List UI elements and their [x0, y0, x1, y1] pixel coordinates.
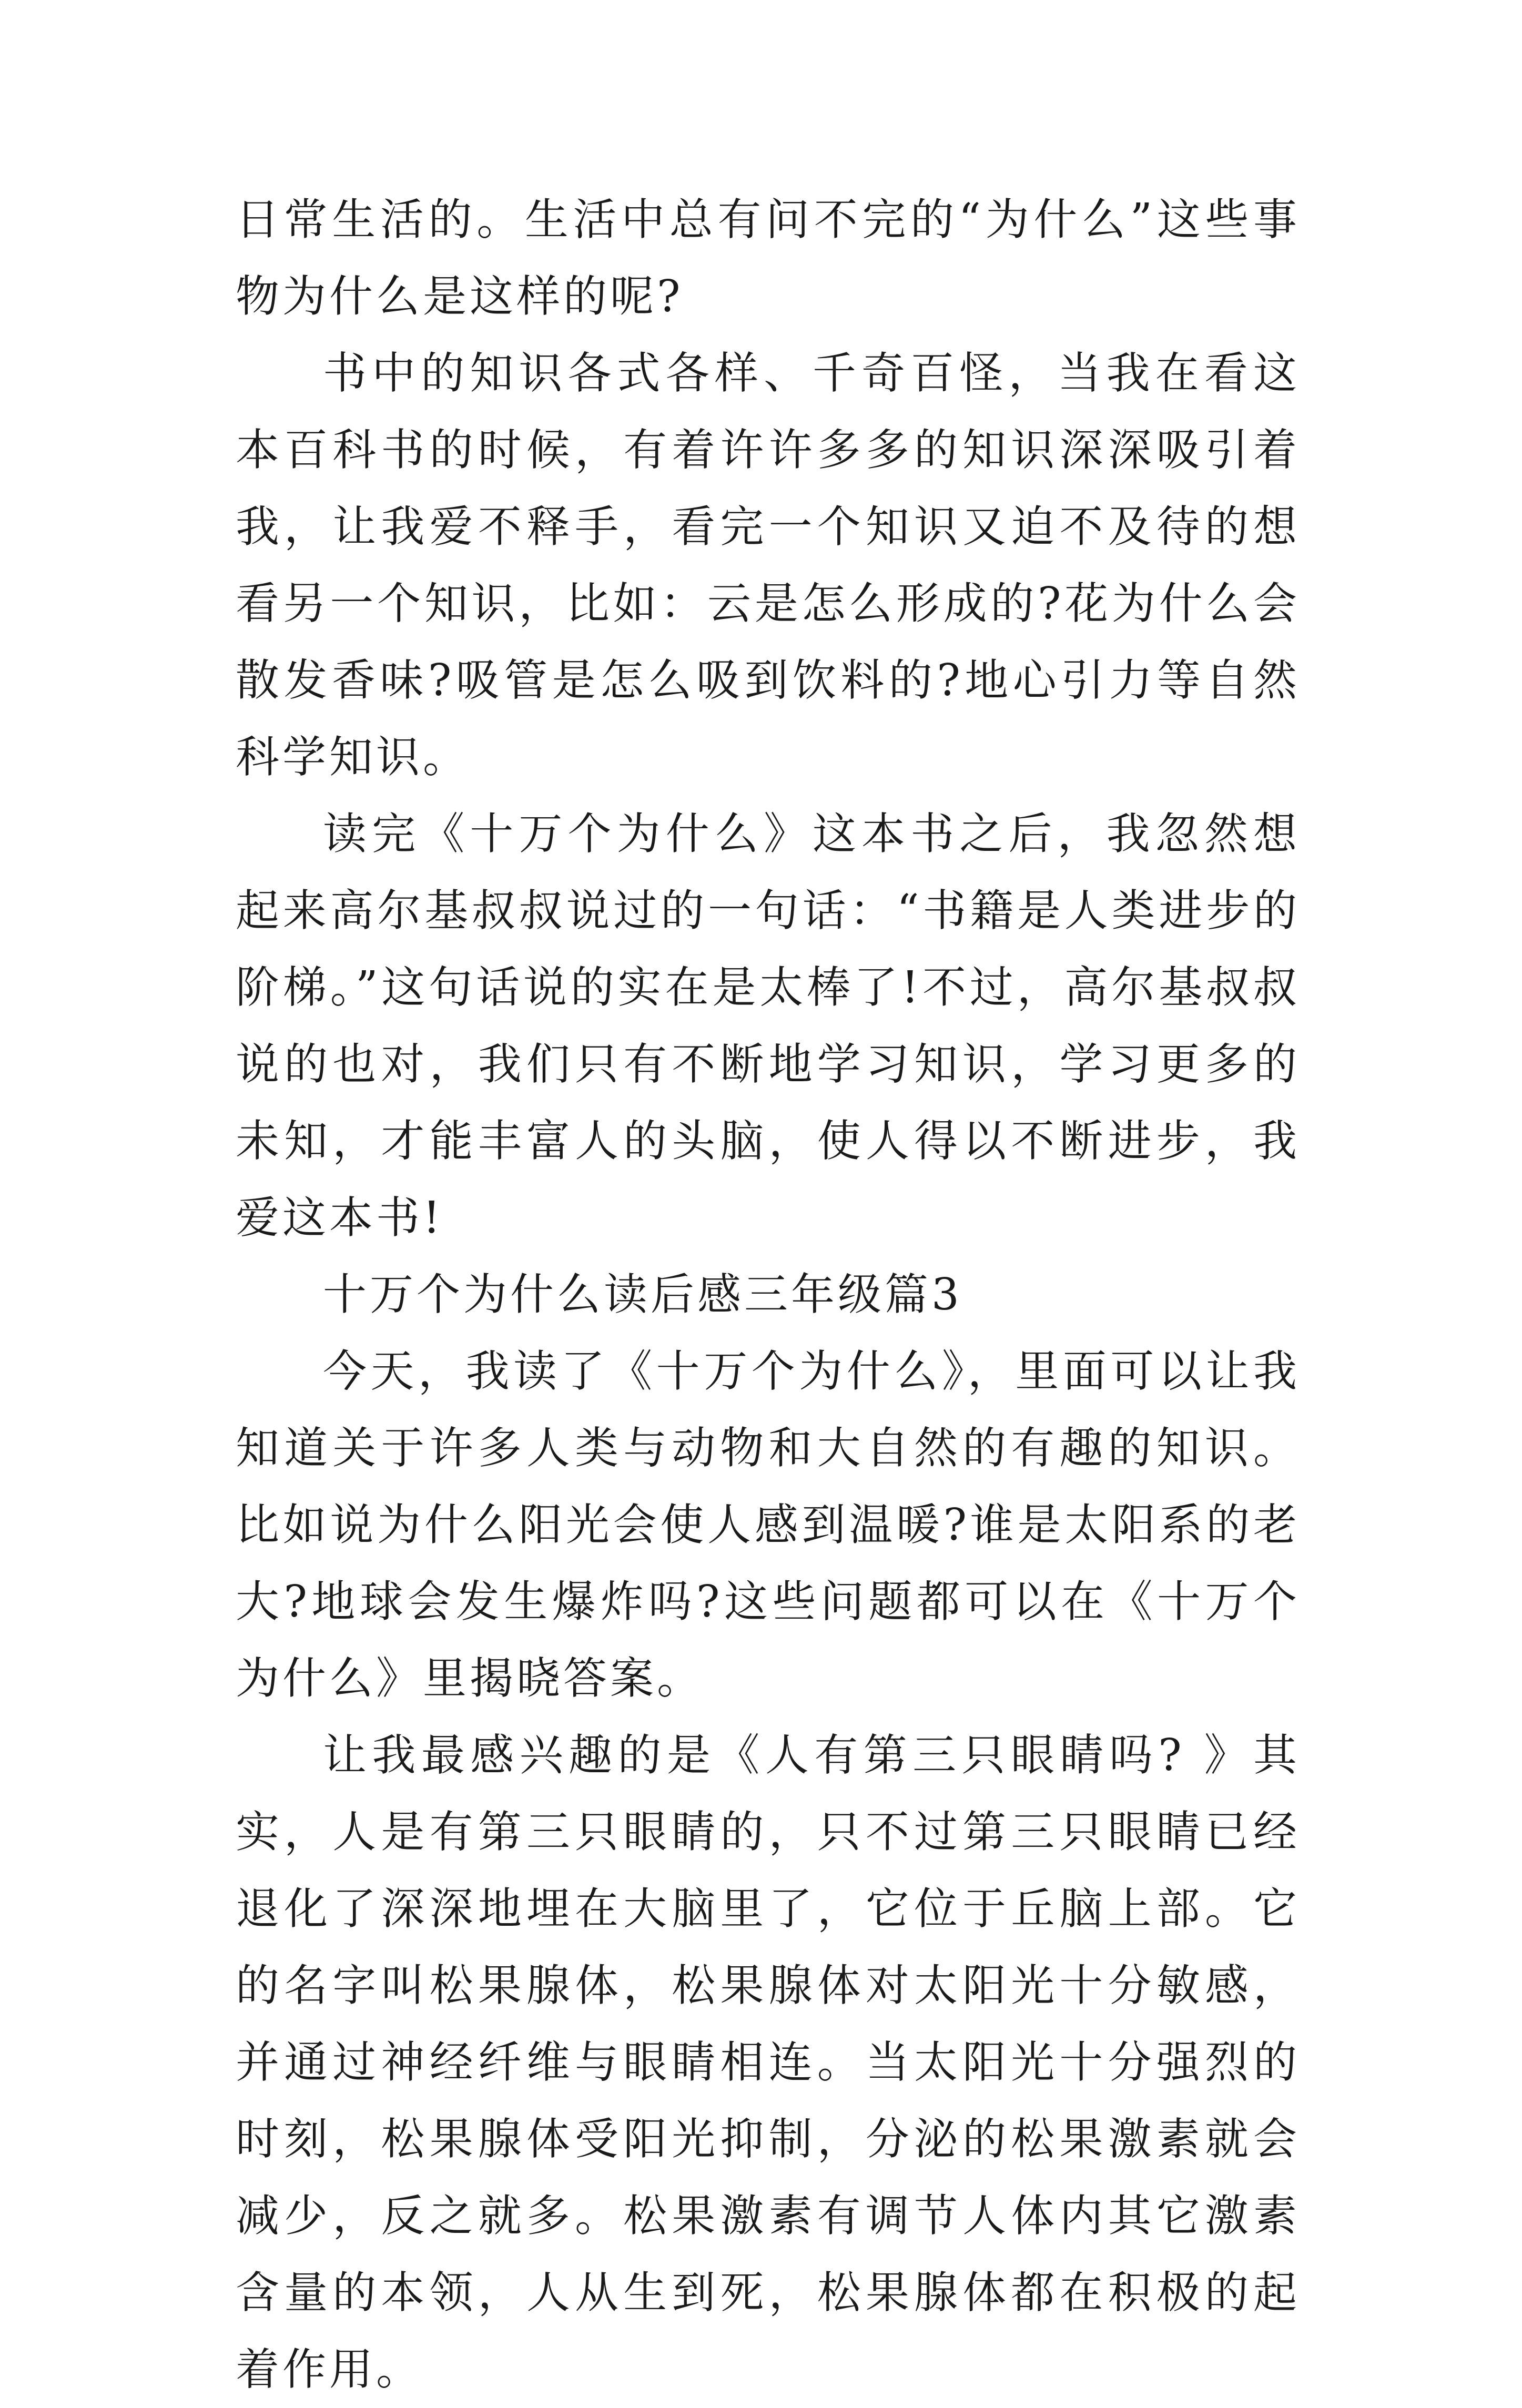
- document-body: [236, 181, 1300, 2408]
- paragraph-gorky-quote: 读完《十万个为什么》这本书之后，我忽然想起来高尔基叔叔说过的一句话：“书籍是人类进步的阶梯。”这句话说的实在是太棒了!不过，高尔基叔叔说的也对，我们只有不断地学习知识，学习更多的未知，才能丰富人的头脑，使人得以不断进步，我爱这本书!: [236, 808, 1300, 1243]
- paragraph-today-reading: 今天，我读了《十万个为什么》，里面可以让我知道关于许多人类与动物和大自然的有趣的知识。比如说为什么阳光会使人感到温暖?谁是太阳系的老大?地球会发生爆炸吗?这些问题都可以在《十万个为什么》里揭晓答案。: [236, 1346, 1300, 1704]
- section-heading-part-3: 十万个为什么读后感三年级篇3: [323, 1269, 962, 1320]
- paragraph-third-eye: 让我最感兴趣的是《人有第三只眼睛吗? 》其实，人是有第三只眼睛的，只不过第三只眼睛已经退化了深深地埋在大脑里了，它位于丘脑上部。它的名字叫松果腺体，松果腺体对太阳光十分敏感，并通过神经纤维与眼睛相连。当太阳光十分强烈的时刻，松果腺体受阳光抑制，分泌的松果激素就会减少，反之就多。松果激素有调节人体内其它激素含量的本领，人从生到死，松果腺体都在积极的起着作用。: [236, 1730, 1300, 2395]
- paragraph-continuation: 日常生活的。生活中总有问不完的“为什么”这些事物为什么是这样的呢?: [236, 194, 1300, 322]
- paragraph-encyclopedia-knowledge: 书中的知识各式各样、千奇百怪，当我在看这本百科书的时候，有着许许多多的知识深深吸引着我，让我爱不释手，看完一个知识又迫不及待的想看另一个知识，比如：云是怎么形成的?花为什么会散发香味?吸管是怎么吸到饮料的?地心引力等自然科学知识。: [236, 348, 1300, 783]
